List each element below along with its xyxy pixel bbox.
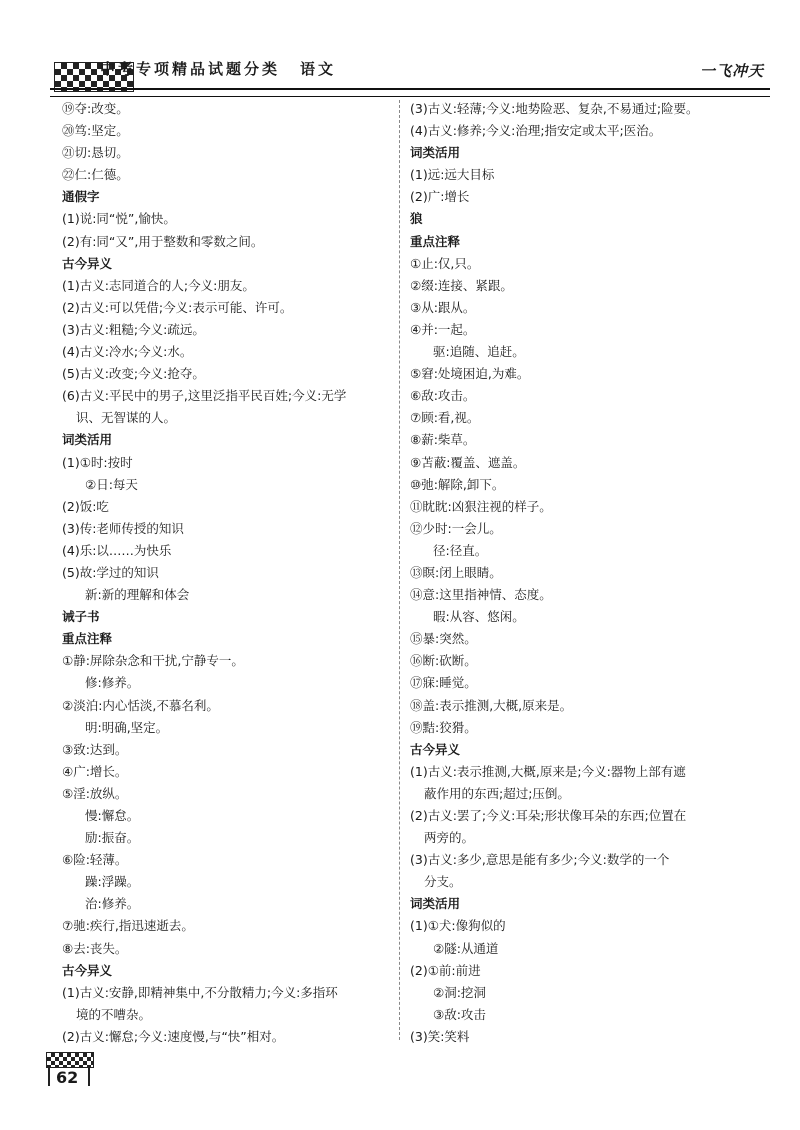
text-line: ②缀:连接、紧跟。: [410, 277, 513, 293]
text-line: 径:径直。: [433, 542, 488, 558]
text-line: (1)①犬:像狗似的: [410, 918, 506, 934]
text-line: (6)古义:平民中的男子,这里泛指平民百姓;今义:无学: [62, 388, 347, 404]
text-line: (5)故:学过的知识: [62, 564, 159, 580]
text-line: ㉑切:恳切。: [62, 145, 129, 161]
text-line: ②隧:从通道: [433, 940, 499, 956]
text-line: (2)①前:前进: [410, 962, 481, 978]
text-line: ⑤淫:放纵。: [62, 785, 128, 801]
text-line: (1)古义:表示推测,大概,原来是;今义:器物上部有遮: [410, 763, 686, 779]
text-line: ⑲夺:改变。: [62, 101, 129, 116]
text-line: ⑧去:丧失。: [62, 940, 128, 956]
text-line: (2)古义:懈怠;今义:速度慢,与“快”相对。: [62, 1028, 285, 1044]
text-line: (4)古义:修养;今义:治理;指安定或太平;医治。: [410, 123, 662, 139]
flag-pole: [48, 1066, 50, 1086]
text-line: ⑭意:这里指神情、态度。: [410, 587, 552, 603]
text-line: 两旁的。: [424, 830, 475, 846]
section-heading: 重点注释: [62, 631, 113, 647]
text-line: (1)古义:志同道合的人;今义:朋友。: [62, 277, 255, 293]
text-line: ①止:仅,只。: [410, 255, 480, 271]
section-heading: 古今异义: [410, 741, 461, 757]
text-line: (1)古义:安静,即精神集中,不分散精力;今义:多指环: [62, 984, 338, 1000]
text-line: ⑪眈眈:凶狠注视的样子。: [410, 498, 552, 514]
text-line: ⑯断:砍断。: [410, 653, 477, 669]
flag-pole: [88, 1066, 90, 1086]
section-heading: 词类活用: [62, 432, 113, 448]
section-heading: 通假字: [62, 189, 100, 205]
text-line: (2)广:增长: [410, 189, 470, 205]
text-line: (2)饭:吃: [62, 498, 109, 514]
page-number: 62: [56, 1068, 79, 1087]
page-header: [50, 50, 770, 94]
text-line: 新:新的理解和体会: [85, 587, 190, 603]
text-line: ㉒仁:仁德。: [62, 167, 129, 183]
text-line: ⑫少时:一会儿。: [410, 520, 502, 536]
section-heading: 狼: [410, 211, 423, 227]
text-line: ④并:一起。: [410, 321, 476, 337]
text-line: ⑱盖:表示推测,大概,原来是。: [410, 697, 573, 713]
text-line: ⑥险:轻薄。: [62, 852, 128, 868]
text-line: (3)古义:轻薄;今义:地势险恶、复杂,不易通过;险要。: [410, 101, 699, 116]
text-line: 识、无智谋的人。: [76, 410, 177, 426]
text-line: 驱:追随、追赶。: [433, 344, 525, 360]
text-line: 慢:懈怠。: [85, 808, 140, 823]
section-heading: 重点注释: [410, 233, 461, 249]
text-line: (2)古义:罢了;今义:耳朵;形状像耳朵的东西;位置在: [410, 808, 687, 823]
text-line: ⑦顾:看,视。: [410, 410, 480, 426]
header-rule: [50, 88, 770, 97]
column-divider: [399, 100, 400, 1040]
text-line: (2)有:同“又”,用于整数和零数之间。: [62, 233, 264, 249]
text-line: ⑬瞑:闭上眼睛。: [410, 564, 502, 580]
text-line: 励:振奋。: [85, 830, 140, 846]
brand-logo: 一飞冲天: [699, 62, 764, 80]
text-line: 修:修养。: [85, 675, 140, 691]
text-line: ⑮暴:突然。: [410, 631, 477, 647]
text-line: (3)传:老师传授的知识: [62, 520, 184, 536]
section-heading: 诫子书: [62, 609, 100, 625]
text-line: ⑥敌:攻击。: [410, 388, 476, 404]
finish-flag-icon: [46, 1052, 94, 1068]
text-line: ①静:屏除杂念和干扰,宁静专一。: [62, 653, 244, 669]
text-line: (3)笑:笑料: [410, 1028, 470, 1044]
text-line: 暇:从容、悠闲。: [433, 609, 525, 625]
text-line: ③敌:攻击: [433, 1006, 486, 1022]
section-heading: 古今异义: [62, 962, 113, 978]
text-line: (1)说:同“悦”,愉快。: [62, 211, 176, 227]
text-line: ②淡泊:内心恬淡,不慕名利。: [62, 697, 219, 713]
text-line: ③致:达到。: [62, 741, 128, 757]
text-line: (3)古义:多少,意思是能有多少;今义:数学的一个: [410, 852, 670, 868]
left-column: [62, 98, 392, 1048]
text-line: (1)①时:按时: [62, 454, 133, 470]
subject-label: 语文: [300, 60, 337, 78]
right-column: [410, 98, 750, 1048]
text-line: 躁:浮躁。: [85, 874, 140, 890]
text-line: ②洞:挖洞: [433, 984, 486, 1000]
page-footer: [44, 1052, 96, 1092]
text-line: ⑳笃:坚定。: [62, 123, 129, 139]
text-line: 治:修养。: [85, 896, 140, 912]
text-line: ⑦驰:疾行,指迅速逝去。: [62, 918, 194, 934]
text-line: (3)古义:粗糙;今义:疏远。: [62, 321, 205, 337]
text-line: ⑨苫蔽:覆盖、遮盖。: [410, 454, 526, 470]
text-line: 境的不嘈杂。: [76, 1006, 152, 1022]
text-line: (4)乐:以……为快乐: [62, 542, 172, 558]
text-line: 分支。: [424, 874, 462, 890]
text-line: ③从:跟从。: [410, 299, 476, 315]
text-line: ②日:每天: [85, 476, 138, 492]
text-line: ⑩弛:解除,卸下。: [410, 476, 505, 492]
section-heading: 古今异义: [62, 255, 113, 271]
text-line: ⑧薪:柴草。: [410, 432, 476, 448]
header-title: [100, 58, 336, 79]
text-line: 蔽作用的东西;超过;压倒。: [424, 785, 570, 801]
text-line: ⑤窘:处境困迫,为难。: [410, 366, 530, 382]
text-line: ⑰寐:睡觉。: [410, 675, 477, 691]
text-line: (4)古义:冷水;今义:水。: [62, 344, 193, 360]
text-line: (5)古义:改变;今义:抢夺。: [62, 366, 205, 382]
text-line: (2)古义:可以凭借;今义:表示可能、许可。: [62, 299, 293, 315]
text-line: 明:明确,坚定。: [85, 719, 169, 735]
text-line: ⑲黠:狡猾。: [410, 719, 477, 735]
section-heading: 词类活用: [410, 145, 461, 161]
text-line: (1)远:远大目标: [410, 167, 495, 183]
book-title: 中考专项精品试题分类: [100, 60, 281, 78]
section-heading: 词类活用: [410, 896, 461, 912]
text-line: ④广:增长。: [62, 763, 128, 779]
